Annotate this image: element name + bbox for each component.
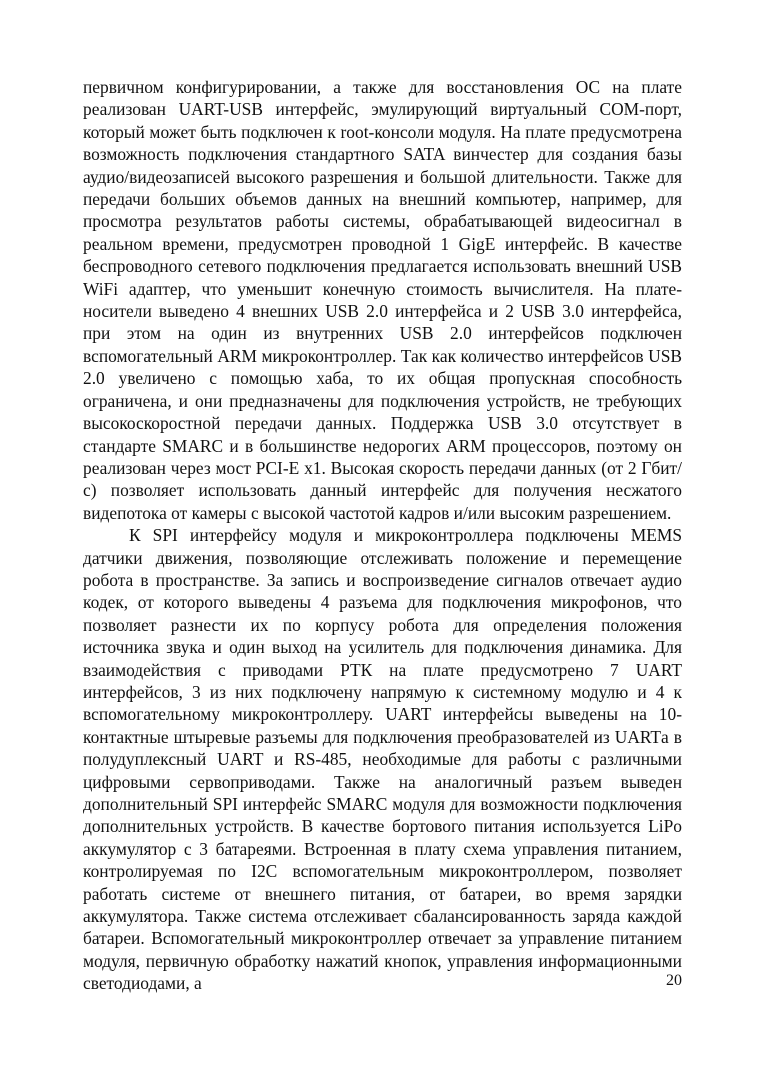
paragraph-sensors-audio-power: К SPI интерфейсу модуля и микроконтроллера подключены MEMS датчики движения, позволяющие отслеживать положение и перемещение робота в пространстве. За запись и воспроизведение сигналов отвечает аудио кодек, от которого выведены 4 разъема для подключения микрофонов, что позволяет разнести их по корпусу робота для определения положения источника звука и один выход на усилитель для подключения динамика. Для взаимодействия с приводами РТК на плате предусмотрено 7 UART интерфейсов, 3 из них подключену напрямую к системному модулю и 4 к вспомогательному микроконтроллеру. UART интерфейсы выведены на 10-контактные штыревые разъемы для подключения преобразователей из UARTа в полудуплексный UART и RS-485, необходимые для работы с различными цифровыми сервоприводами. Также на аналогичный разъем выведен дополнительный SPI интерфейс SMARC модуля для возможности подключения дополнительных устройств. В качестве бортового питания используется LiPo аккумулятор с 3 батареями. Встроенная в плату схема управления питанием, контролируемая по I2C вспомогательным микроконтроллером, позволяет работать системе от внешнего питания, от батареи, во время зарядки аккумулятора. Также система отслеживает сбалансированность заряда каждой батареи. Вспомогательный микроконтроллер отвечает за управление питанием модуля, первичную обработку нажатий кнопок, управления информационными светодиодами, а <box>83 525 682 994</box>
page-number: 20 <box>666 972 682 989</box>
body-text <box>83 76 682 995</box>
paragraph-continued: первичном конфигурировании, а также для восстановления ОС на плате реализован UART-USB интерфейс, эмулирующий виртуальный COM-порт, который может быть подключен к root-консоли модуля. На плате предусмотрена возможность подключения стандартного SATA винчестер для создания базы аудио/видеозаписей высокого разрешения и большой длительности. Также для передачи больших объемов данных на внешний компьютер, например, для просмотра результатов работы системы, обрабатывающей видеосигнал в реальном времени, предусмотрен проводной 1 GigE интерфейс. В качестве беспроводного сетевого подключения предлагается использовать внешний USB WiFi адаптер, что уменьшит конечную стоимость вычислителя. На плате-носители выведено 4 внешних USB 2.0 интерфейса и 2 USB 3.0 интерфейса, при этом на один из внутренних USB 2.0 интерфейсов подключен вспомогательный ARM микроконтроллер. Так как количество интерфейсов USB 2.0 увеличено с помощью хаба, то их общая пропускная способность ограничена, и они предназначены для подключения устройств, не требующих высокоскоростной передачи данных. Поддержка USB 3.0 отсутствует в стандарте SMARC и в большинстве недорогих ARM процессоров, поэтому он реализован через мост PCI-E x1. Высокая скорость передачи данных (от 2 Гбит/с) позволяет использовать данный интерфейс для получения несжатого видепотока от камеры с высокой частотой кадров и/или высоким разрешением. <box>83 77 682 523</box>
